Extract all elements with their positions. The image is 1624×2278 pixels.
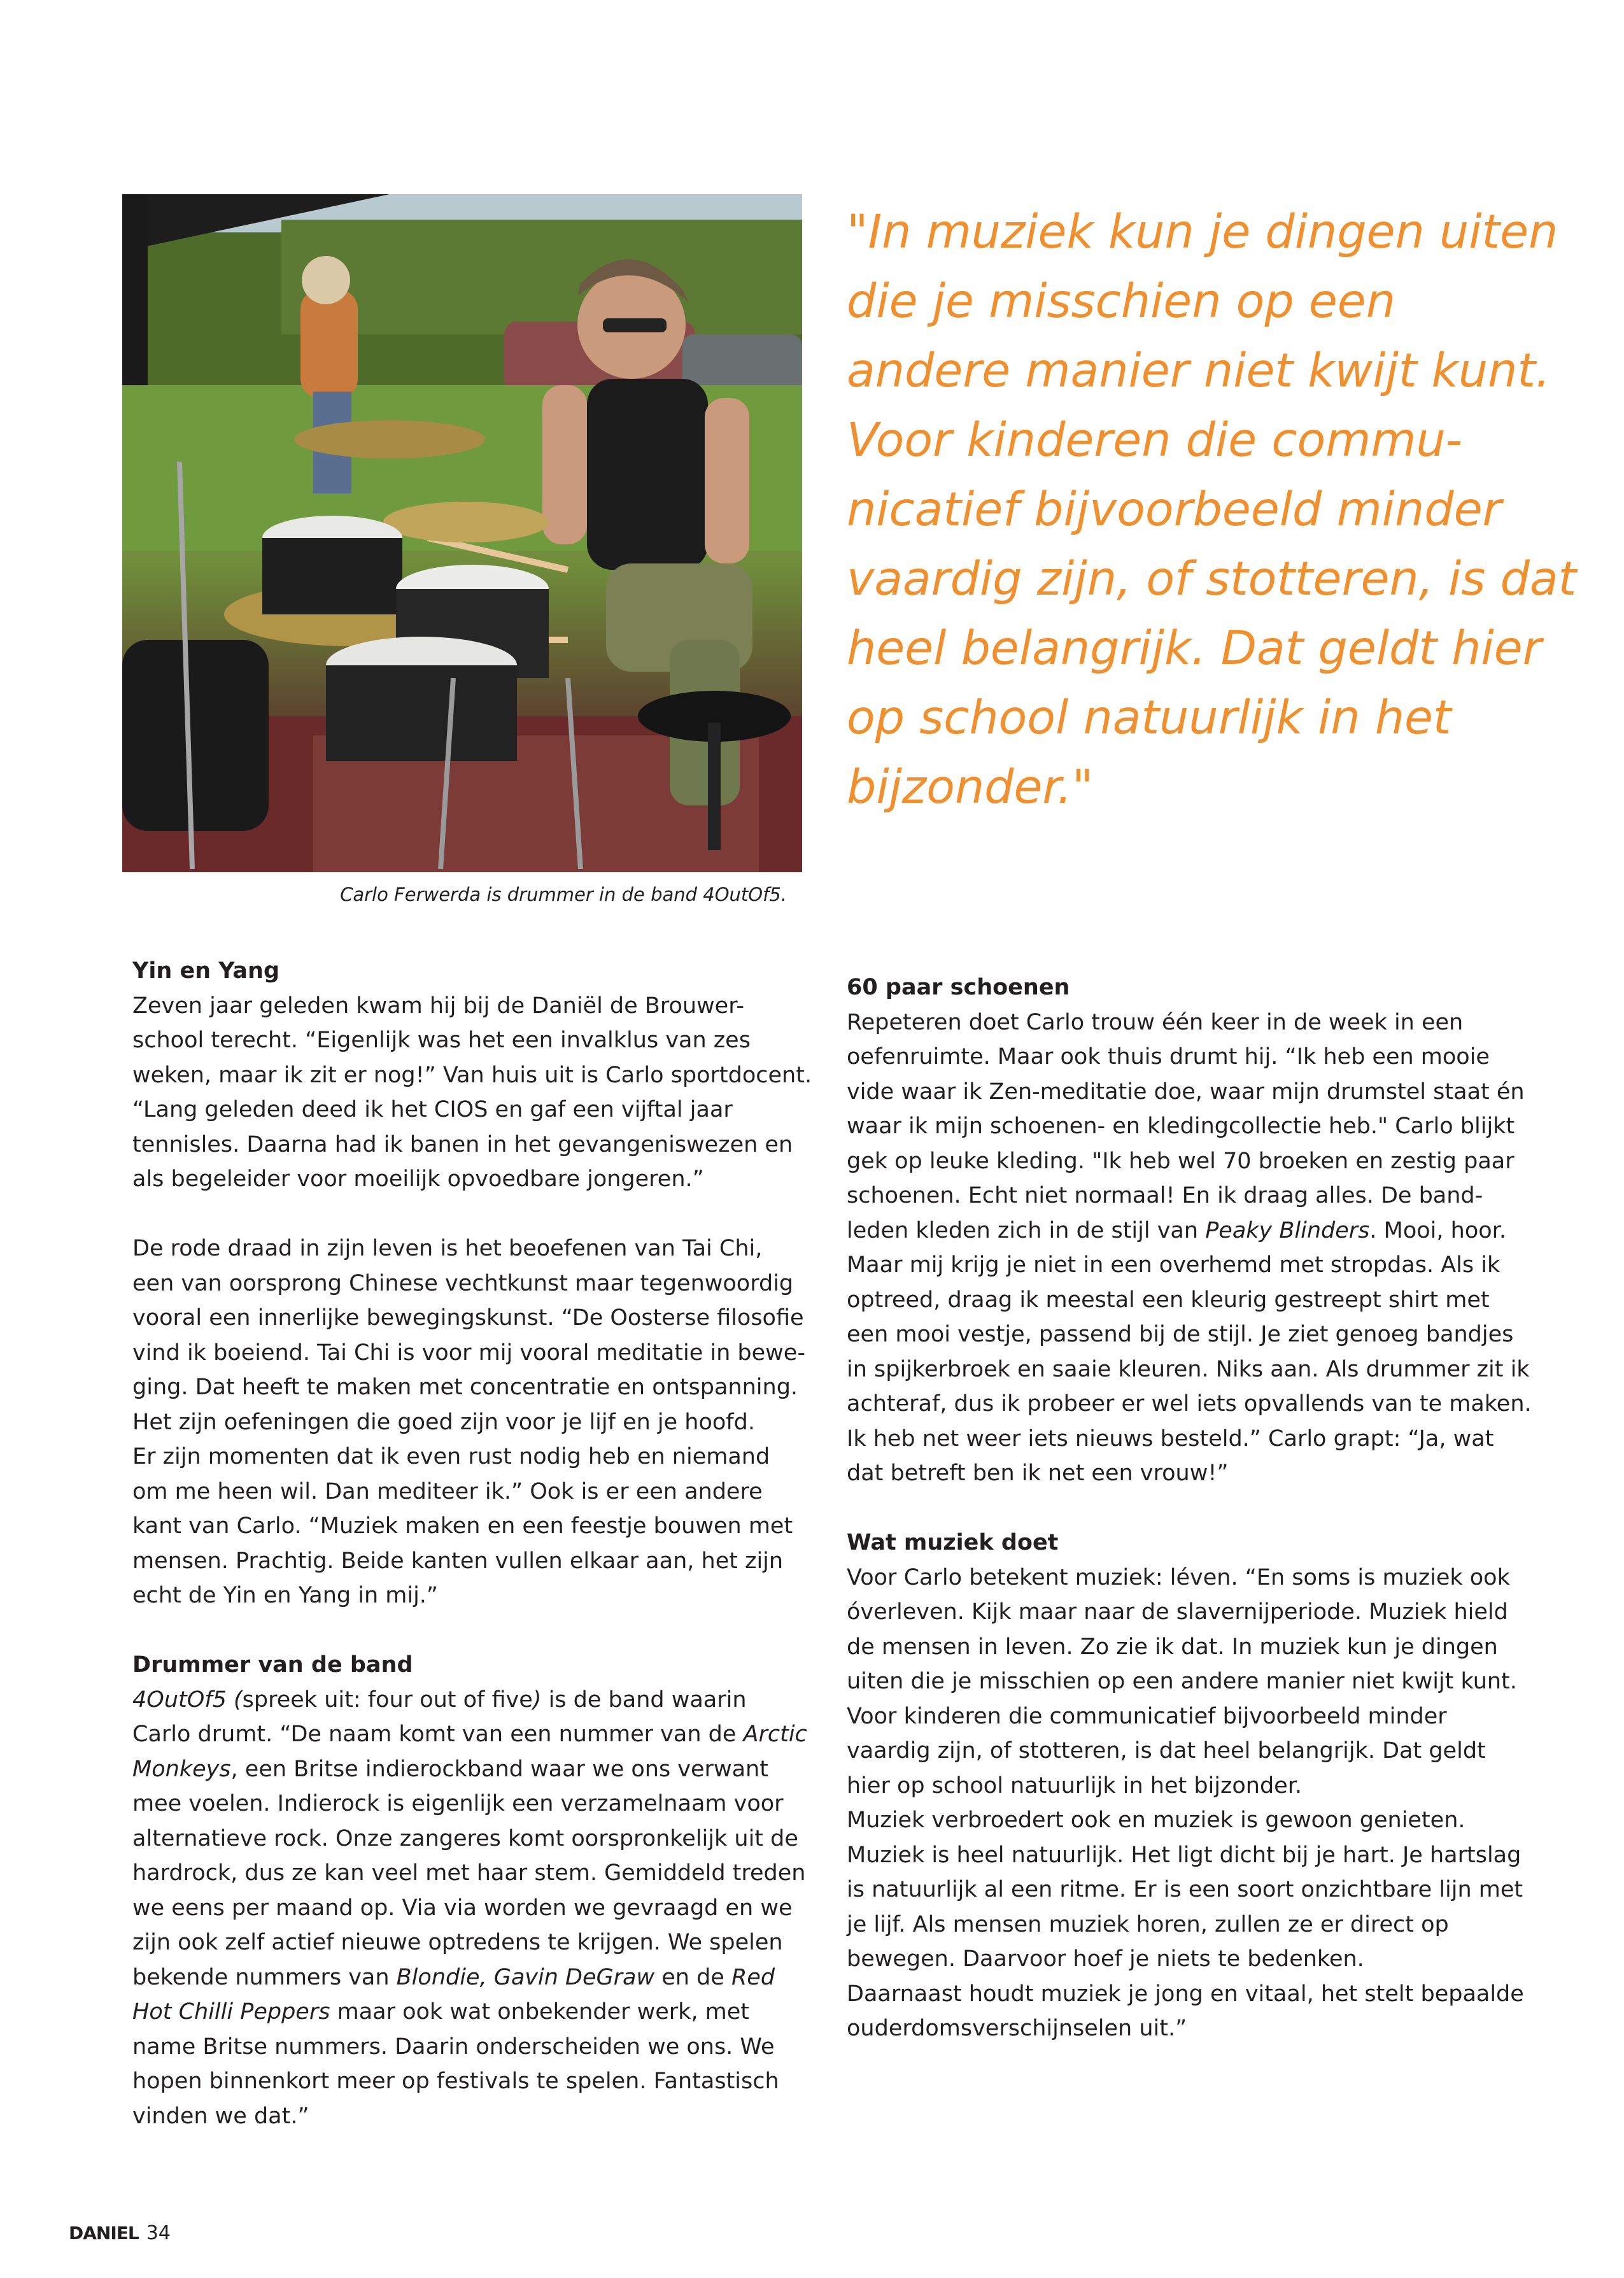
- body-text-italic: Red: [731, 1964, 775, 1990]
- pull-quote-line: heel belangrijk. Dat geldt hier: [847, 621, 1542, 676]
- body-text: spreek uit: four out of five: [242, 1687, 533, 1713]
- body-line: mensen. Prachtig. Beide kanten vullen elkaar aan, het zijn: [132, 1548, 784, 1574]
- body-line: achteraf, dus ik probeer er wel iets opvallends van te maken.: [847, 1391, 1532, 1417]
- page-number: 34: [146, 2222, 171, 2244]
- body-text-italic: Arctic: [743, 1722, 807, 1747]
- pull-quote-line: "In muziek kun je dingen uiten: [847, 205, 1558, 259]
- body-line: hopen binnenkort meer op festivals te spelen. Fantastisch: [132, 2069, 779, 2094]
- body-line: school terecht. “Eigenlijk was het een invalklus van zes: [132, 1028, 751, 1053]
- body-text: . Mooi, hoor.: [1369, 1217, 1506, 1243]
- body-text: bekende nummers van: [132, 1964, 397, 1990]
- paragraph-gap: [132, 1197, 794, 1232]
- body-line: vaardig zijn, of stotteren, is dat heel belangrijk. Dat geldt: [847, 1738, 1486, 1764]
- paragraph-gap: [847, 1491, 1509, 1526]
- body-line: uiten die je misschien op een andere manier niet kwijt kunt.: [847, 1669, 1517, 1694]
- body-line: Ik heb net weer iets nieuws besteld.” Carlo grapt: “Ja, wat: [847, 1426, 1494, 1452]
- body-line: Het zijn oefeningen die goed zijn voor je lijf en je hoofd.: [132, 1409, 755, 1435]
- article-photo: [122, 194, 802, 872]
- body-line: óverleven. Kijk maar naar de slavernijperiode. Muziek hield: [847, 1599, 1508, 1625]
- pull-quote-line: bijzonder.": [847, 760, 1094, 814]
- section-heading: Wat muziek doet: [847, 1530, 1059, 1555]
- body-line: [847, 1213, 1509, 1249]
- body-text-italic: Monkeys: [132, 1756, 231, 1782]
- paragraph-gap: [132, 1613, 794, 1648]
- body-line: Muziek verbroedert ook en muziek is gewoon genieten.: [847, 1808, 1465, 1833]
- body-line: vooral een innerlijke bewegingskunst. “De Oosterse filosofie: [132, 1305, 804, 1331]
- body-line: je lijf. Als mensen muziek horen, zullen ze er direct op: [847, 1911, 1449, 1937]
- body-text-italic: Hot Chilli Peppers: [132, 1999, 330, 2025]
- body-line: vide waar ik Zen-meditatie doe, waar mijn drumstel staat én: [847, 1079, 1525, 1105]
- magazine-logo: DANIEL: [69, 2223, 139, 2244]
- body-line: een van oorsprong Chinese vechtkunst maar tegenwoordig: [132, 1270, 794, 1296]
- body-line: oefenruimte. Maar ook thuis drumt hij. “Ik heb een mooie: [847, 1044, 1490, 1070]
- body-line: schoenen. Echt niet normaal! En ik draag alles. De band-: [847, 1183, 1483, 1208]
- body-line: is natuurlijk al een ritme. Er is een soort onzichtbare lijn met: [847, 1877, 1523, 1902]
- body-line: vind ik boeiend. Tai Chi is voor mij vooral meditatie in bewe-: [132, 1340, 805, 1366]
- pull-quote-line: die je misschien op een: [847, 274, 1395, 329]
- body-line: bewegen. Daarvoor hoef je niets te bedenken.: [847, 1946, 1364, 1972]
- pull-quote-line: op school natuurlijk in het: [847, 691, 1451, 745]
- body-text: maar ook wat onbekender werk, met: [330, 1999, 750, 2025]
- body-line: alternatieve rock. Onze zangeres komt oorspronkelijk uit de: [132, 1825, 798, 1851]
- pull-quote-line: Voor kinderen die commu-: [847, 413, 1463, 467]
- section-heading: Drummer van de band: [132, 1652, 413, 1678]
- body-text: en de: [654, 1964, 731, 1990]
- body-text: , een Britse indierockband waar we ons verwant: [230, 1756, 768, 1782]
- body-line: tennisles. Daarna had ik banen in het gevangeniswezen en: [132, 1131, 793, 1157]
- body-line: Maar mij krijg je niet in een overhemd met stropdas. Als ik: [847, 1252, 1500, 1278]
- body-line: Zeven jaar geleden kwam hij bij de Daniël de Brouwer-: [132, 993, 744, 1019]
- pull-quote-line: andere manier niet kwijt kunt.: [847, 344, 1551, 398]
- section-heading: 60 paar schoenen: [847, 975, 1070, 1000]
- body-line: gek op leuke kleding. "Ik heb wel 70 broeken en zestig paar: [847, 1148, 1515, 1174]
- body-line: De rode draad in zijn leven is het beoefenen van Tai Chi,: [132, 1236, 763, 1261]
- body-line: optreed, draag ik meestal een kleurig gestreept shirt met: [847, 1287, 1490, 1313]
- section-heading: Yin en Yang: [132, 958, 280, 984]
- body-text: leden kleden zich in de stijl van: [847, 1217, 1206, 1243]
- body-line: kant van Carlo. “Muziek maken en een feestje bouwen met: [132, 1513, 793, 1539]
- body-line: “Lang geleden deed ik het CIOS en gaf een vijftal jaar: [132, 1097, 733, 1122]
- body-line: als begeleider voor moeilijk opvoedbare jongeren.”: [132, 1166, 704, 1192]
- photo-caption: Carlo Ferwerda is drummer in de band 4OutOf5.: [340, 884, 787, 905]
- body-line: Repeteren doet Carlo trouw één keer in de week in een: [847, 1009, 1464, 1035]
- body-line: name Britse nummers. Daarin onderscheiden we ons. We: [132, 2034, 775, 2060]
- body-line: Voor Carlo betekent muziek: léven. “En soms is muziek ook: [847, 1564, 1510, 1590]
- body-line: [132, 1752, 794, 1787]
- pull-quote-line: vaardig zijn, of stotteren, is dat: [847, 552, 1577, 606]
- body-line: [132, 1683, 794, 1718]
- body-line: dat betreft ben ik net een vrouw!”: [847, 1461, 1229, 1486]
- body-line: mee voelen. Indierock is eigenlijk een verzamelnaam voor: [132, 1791, 784, 1816]
- body-line: Daarnaast houdt muziek je jong en vitaal, het stelt bepaalde: [847, 1981, 1524, 2007]
- page-footer: [69, 2222, 171, 2244]
- body-line: Er zijn momenten dat ik even rust nodig heb en niemand: [132, 1444, 770, 1469]
- pull-quote: [847, 197, 1577, 822]
- body-text-italic: Peaky Blinders: [1205, 1217, 1370, 1243]
- body-line: hardrock, dus ze kan veel met haar stem. Gemiddeld treden: [132, 1860, 806, 1886]
- body-line: Muziek is heel natuurlijk. Het ligt dicht bij je hart. Je hartslag: [847, 1842, 1522, 1868]
- body-text-italic: ): [532, 1687, 542, 1713]
- body-line: weken, maar ik zit er nog!” Van huis uit is Carlo sportdocent.: [132, 1062, 812, 1088]
- body-line: vinden we dat.”: [132, 2103, 309, 2129]
- body-line: Voor kinderen die communicatief bijvoorbeeld minder: [847, 1703, 1447, 1729]
- body-line: [132, 1960, 794, 1995]
- body-line: een mooi vestje, passend bij de stijl. Je ziet genoeg bandjes: [847, 1322, 1514, 1347]
- body-text-italic: Blondie, Gavin DeGraw: [396, 1964, 655, 1990]
- body-line: [132, 1995, 794, 2030]
- body-line: ging. Dat heeft te maken met concentratie en ontspanning.: [132, 1375, 798, 1400]
- body-line: hier op school natuurlijk in het bijzonder.: [847, 1772, 1303, 1799]
- body-line: [132, 1717, 807, 1752]
- body-line: ouderdomsverschijnselen uit.”: [847, 2016, 1187, 2041]
- pull-quote-line: nicatief bijvoorbeeld minder: [847, 483, 1502, 537]
- article-column-left: [132, 954, 812, 2133]
- body-line: in spijkerbroek en saaie kleuren. Niks aan. Als drummer zit ik: [847, 1356, 1530, 1382]
- body-line: zijn ook zelf actief nieuwe optredens te krijgen. We spelen: [132, 1930, 783, 1955]
- body-line: waar ik mijn schoenen- en kledingcollectie heb." Carlo blijkt: [847, 1114, 1515, 1139]
- body-line: om me heen wil. Dan mediteer ik.” Ook is er een andere: [132, 1478, 763, 1504]
- article-column-right: [847, 970, 1532, 2046]
- body-line: echt de Yin en Yang in mij.”: [132, 1583, 439, 1608]
- body-text: is de band waarin: [541, 1687, 747, 1713]
- band-name: 4OutOf5 (: [132, 1687, 243, 1713]
- body-text: Carlo drumt. “De naam komt van een nummer van de: [132, 1722, 744, 1747]
- body-line: we eens per maand op. Via via worden we gevraagd en we: [132, 1895, 793, 1921]
- drummer-photo-illustration: [122, 194, 802, 872]
- body-line: de mensen in leven. Zo zie ik dat. In muziek kun je dingen: [847, 1634, 1498, 1660]
